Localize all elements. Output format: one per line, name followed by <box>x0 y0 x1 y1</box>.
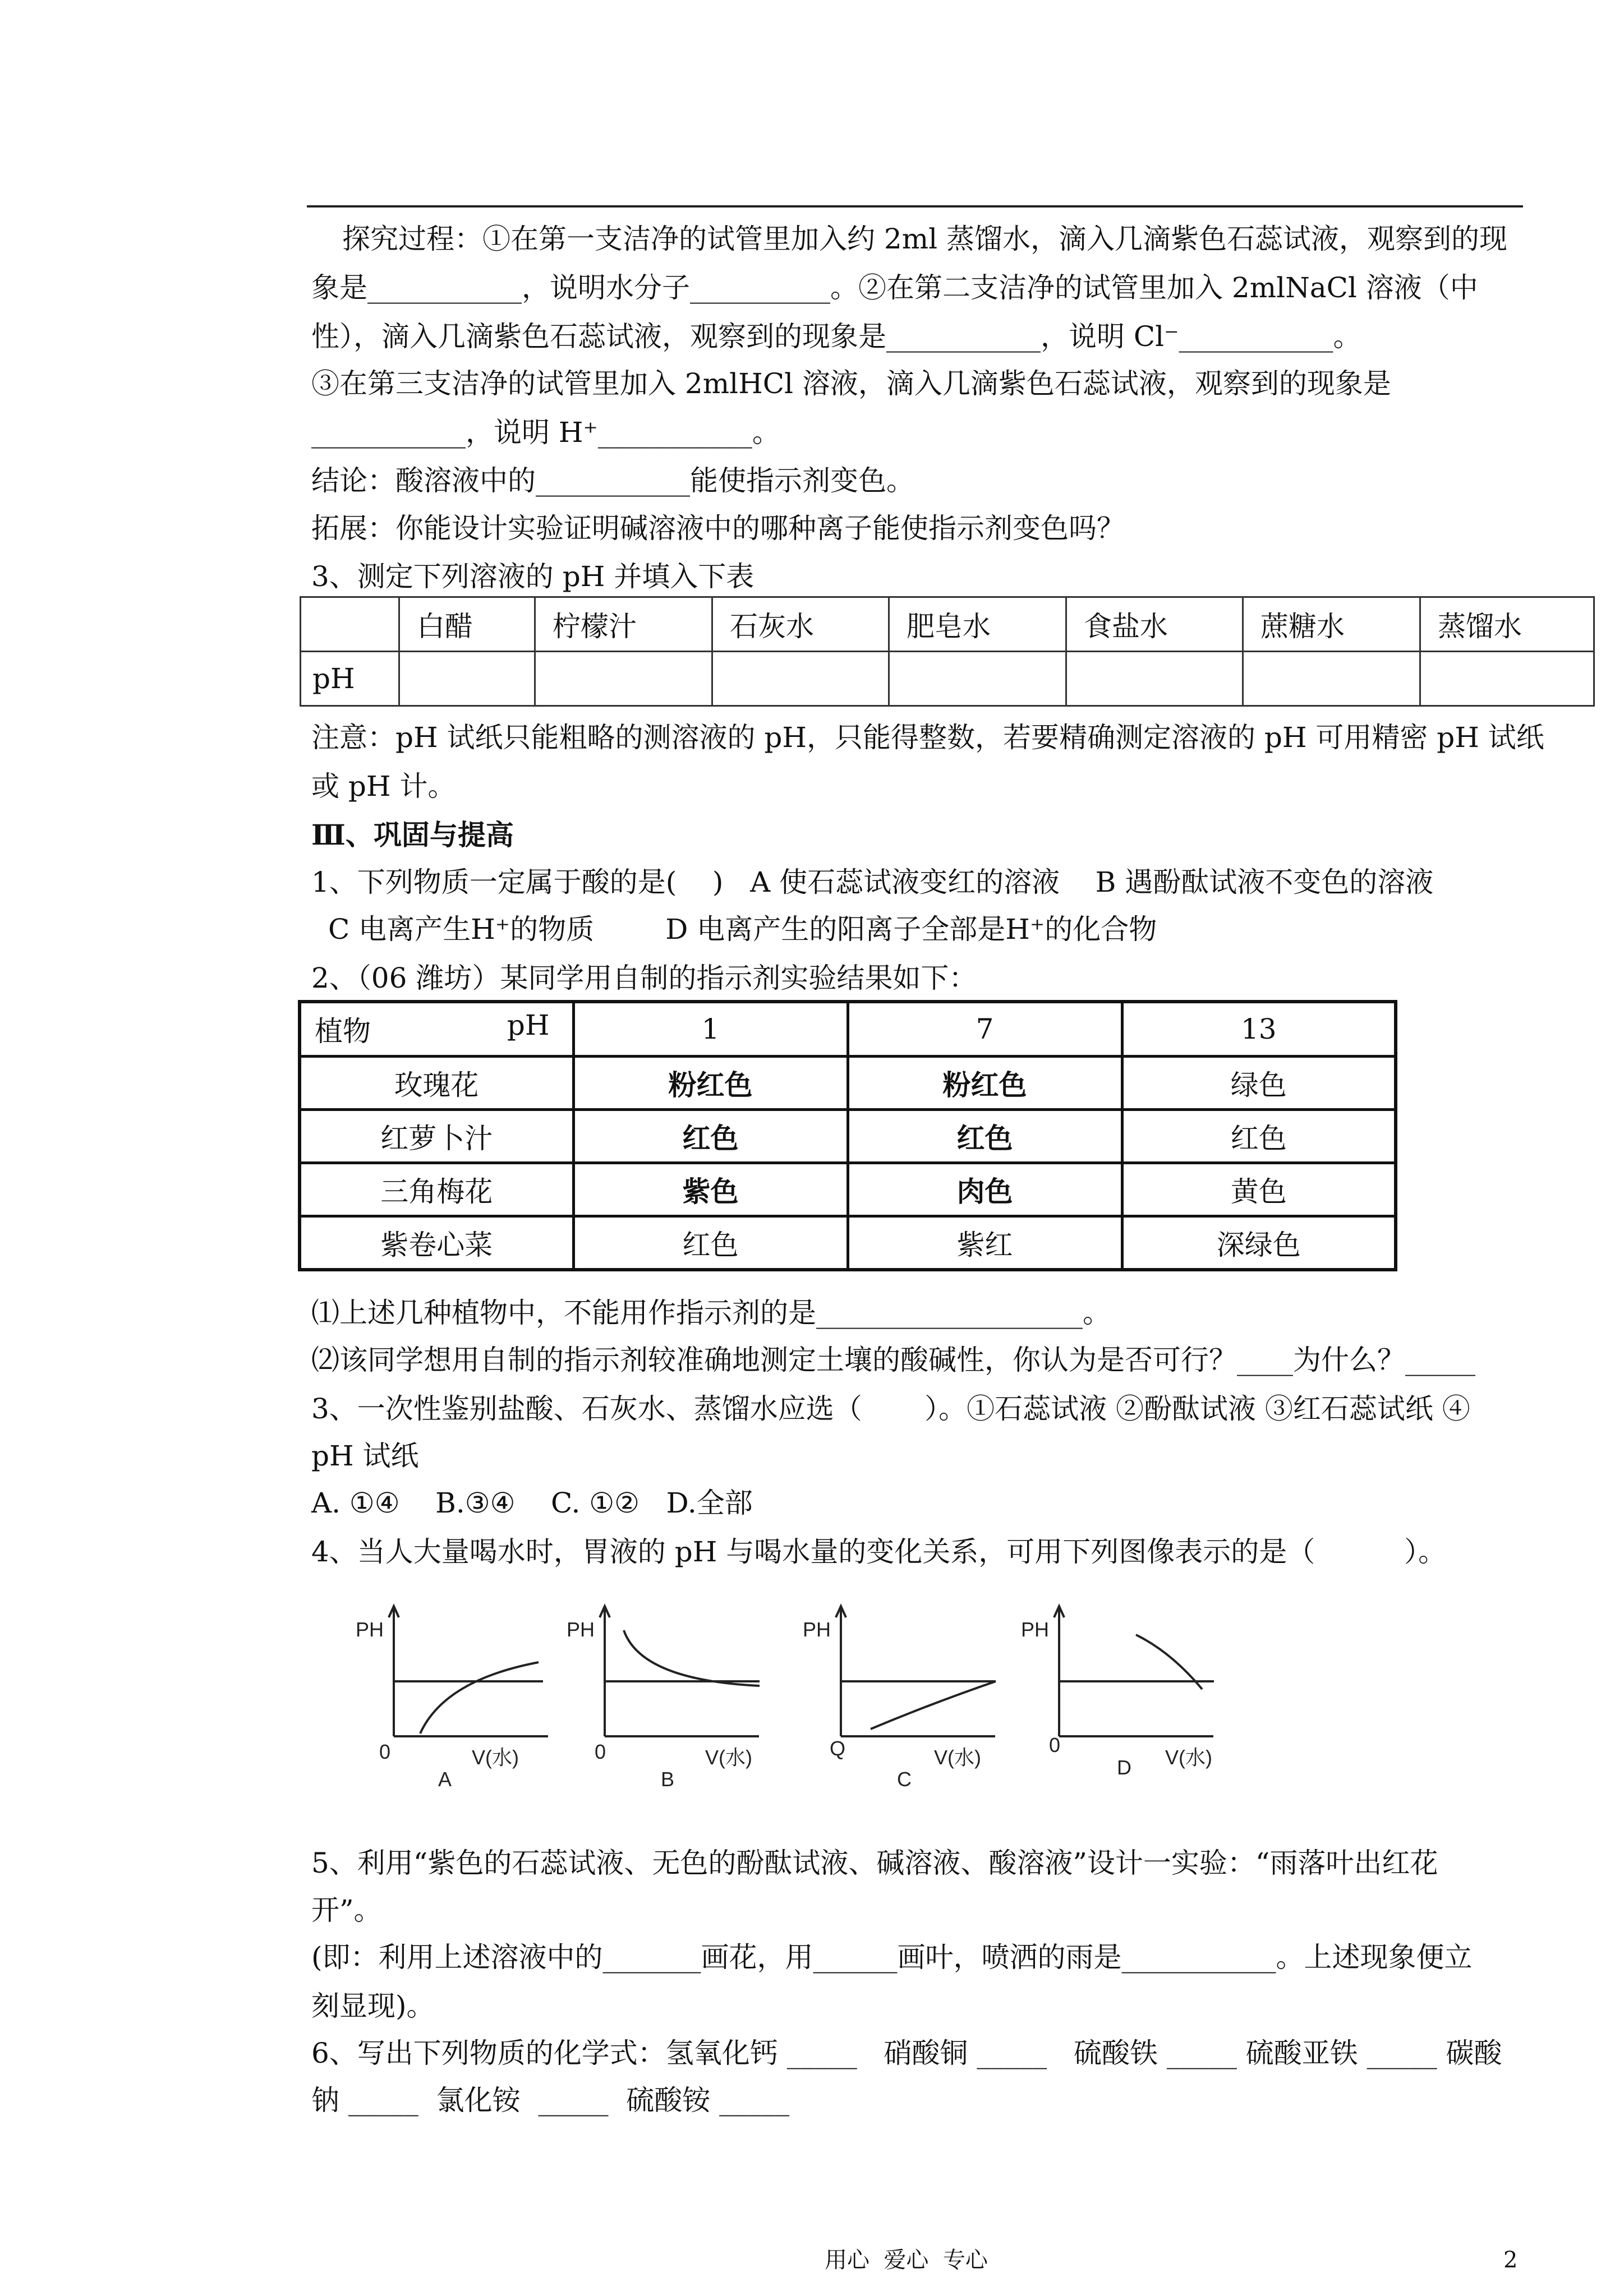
section-heading: Ⅲ、巩固与提高 <box>311 818 514 851</box>
color-cell: 绿色 <box>1122 1057 1396 1110</box>
plant-name: 三角梅花 <box>300 1163 573 1216</box>
y-axis-label: PH <box>803 1618 831 1641</box>
extension-line: 拓展：你能设计实验证明碱溶液中的哪种离子能使指示剂变色吗？ <box>311 512 1125 545</box>
question-2-sub-2: ⑵该同学想用自制的指示剂较准确地测定土壤的酸碱性，你认为是否可行？____为什么？_____ <box>311 1344 1475 1376</box>
ph-curve <box>871 1681 996 1729</box>
graph-letter: D <box>1117 1756 1131 1779</box>
column-header: 蔗糖水 <box>1243 597 1420 652</box>
indicator-results-table <box>298 1000 1397 1271</box>
ph-value-header: 7 <box>848 1002 1122 1057</box>
color-cell: 黄色 <box>1122 1163 1396 1216</box>
question-6-line-1: 6、写出下列物质的化学式：氢氧化钙 _____ 硝酸铜 _____ 硫酸铁 _____ 硫酸亚铁 _____ 碳酸 <box>311 2037 1502 2069</box>
graph-b <box>565 1596 779 1798</box>
table-row <box>301 652 1594 706</box>
color-cell: 红色 <box>573 1110 848 1163</box>
question-1-line-2: C 电离产生H⁺的物质 D 电离产生的阳离子全部是H⁺的化合物 <box>328 913 1157 946</box>
ph-curve <box>624 1630 760 1686</box>
column-header: 白醋 <box>399 597 535 652</box>
table-row <box>300 1163 1396 1216</box>
exploration-line-3: 性），滴入几滴紫色石蕊试液，观察到的现象是___________，说明 Cl⁻___________。 <box>311 320 1361 353</box>
x-axis-label: V(水) <box>1165 1746 1212 1769</box>
blank-cell <box>399 652 535 706</box>
blank-cell <box>1420 652 1594 706</box>
origin-label: 0 <box>379 1740 391 1763</box>
exploration-line-4: ③在第三支洁净的试管里加入 2mlHCl 溶液，滴入几滴紫色石蕊试液，观察到的现象是 <box>311 367 1391 400</box>
x-axis-label: V(水) <box>472 1746 519 1769</box>
column-header: 肥皂水 <box>889 597 1066 652</box>
color-cell: 红色 <box>573 1216 848 1270</box>
blank-cell <box>1066 652 1243 706</box>
question-3-line-1: 3、一次性鉴别盐酸、石灰水、蒸馏水应选（ ）。①石蕊试液 ②酚酞试液 ③红石蕊试纸 ④ <box>311 1393 1470 1425</box>
conclusion-line: 结论：酸溶液中的___________能使指示剂变色。 <box>311 464 914 497</box>
question-2-intro: 2、（06 潍坊）某同学用自制的指示剂实验结果如下： <box>311 962 977 994</box>
blank-cell <box>889 652 1066 706</box>
origin-label: Q <box>830 1737 846 1760</box>
footer-motto: 用心 爱心 专心 <box>825 2247 988 2273</box>
blank-cell <box>1243 652 1420 706</box>
question-4-stem: 4、当人大量喝水时，胃液的 pH 与喝水量的变化关系，可用下列图像表示的是（ ）。 <box>311 1536 1447 1568</box>
y-axis-label: PH <box>356 1618 384 1641</box>
question-2-sub-1: ⑴上述几种植物中，不能用作指示剂的是___________________。 <box>311 1297 1111 1329</box>
column-header: 食盐水 <box>1066 597 1243 652</box>
column-header: 蒸馏水 <box>1420 597 1594 652</box>
ph-value-header: 13 <box>1122 1002 1396 1057</box>
table-header-row <box>300 1002 1396 1057</box>
y-axis-label: PH <box>1021 1618 1050 1641</box>
question-5-line-1: 5、利用“紫色的石蕊试液、无色的酚酞试液、碱溶液、酸溶液”设计一实验：“雨落叶出红花 <box>311 1847 1438 1879</box>
page-number: 2 <box>1503 2247 1518 2273</box>
question-5-line-3: (即：利用上述溶液中的_______画花，用______画叶，喷洒的雨是___________。上述现象便立 <box>311 1941 1473 1974</box>
corner-ph-label: pH <box>507 1009 550 1041</box>
y-axis-label: PH <box>567 1618 595 1641</box>
question-3-line-2: pH 试纸 <box>311 1440 419 1472</box>
note-line-2: 或 pH 计。 <box>311 770 456 803</box>
header-rule <box>307 205 1523 208</box>
color-cell: 深绿色 <box>1122 1216 1396 1270</box>
graph-c <box>802 1596 1015 1798</box>
blank-cell <box>712 652 889 706</box>
graph-d <box>1020 1596 1233 1798</box>
origin-label: 0 <box>595 1740 606 1763</box>
graph-a <box>355 1596 568 1798</box>
plant-name: 红萝卜汁 <box>300 1110 573 1163</box>
table-corner-cell <box>300 1002 573 1057</box>
x-axis-label: V(水) <box>705 1746 752 1769</box>
note-line-1: 注意：pH 试纸只能粗略的测溶液的 pH，只能得整数，若要精确测定溶液的 pH 可用精密 pH 试纸 <box>311 721 1544 754</box>
ph-value-header: 1 <box>573 1002 848 1057</box>
question-1-line-1: 1、下列物质一定属于酸的是( ) A 使石蕊试液变红的溶液 B 遇酚酞试液不变色的溶液 <box>311 866 1434 898</box>
question-5-line-4: 刻显现)。 <box>311 1990 435 2022</box>
color-cell: 红色 <box>848 1110 1122 1163</box>
column-header: 石灰水 <box>712 597 889 652</box>
ph-task-title: 3、测定下列溶液的 pH 并填入下表 <box>311 560 755 593</box>
color-cell: 紫色 <box>573 1163 848 1216</box>
origin-label: 0 <box>1049 1733 1061 1756</box>
table-corner-cell <box>301 597 399 652</box>
corner-plant-label: 植物 <box>315 1015 371 1048</box>
graph-letter: C <box>897 1768 912 1791</box>
table-row <box>300 1057 1396 1110</box>
color-cell: 红色 <box>1122 1110 1396 1163</box>
blank-cell <box>535 652 712 706</box>
color-cell: 肉色 <box>848 1163 1122 1216</box>
graph-letter: B <box>661 1768 675 1791</box>
column-header: 柠檬汁 <box>535 597 712 652</box>
table-row <box>300 1216 1396 1270</box>
color-cell: 紫红 <box>848 1216 1122 1270</box>
ph-measurement-table <box>300 596 1595 707</box>
question-6-line-2: 钠 _____ 氯化铵 _____ 硫酸铵 _____ <box>311 2084 790 2117</box>
table-header-row <box>301 597 1594 652</box>
graph-letter: A <box>438 1768 452 1791</box>
plant-name: 紫卷心菜 <box>300 1216 573 1270</box>
question-5-line-2: 开”。 <box>311 1894 382 1926</box>
x-axis-label: V(水) <box>934 1746 981 1769</box>
exploration-line-2: 象是___________，说明水分子__________。②在第二支洁净的试管里加入 2mlNaCl 溶液（中 <box>311 271 1478 304</box>
exploration-line-1: 探究过程：①在第一支洁净的试管里加入约 2ml 蒸馏水，滴入几滴紫色石蕊试液，观察到的现 <box>342 223 1508 255</box>
ph-curve <box>420 1662 539 1733</box>
question-3-options: A. ①④ B.③④ C. ①② D.全部 <box>311 1487 753 1519</box>
color-cell: 粉红色 <box>848 1057 1122 1110</box>
color-cell: 粉红色 <box>573 1057 848 1110</box>
row-label: pH <box>301 652 399 706</box>
table-row <box>300 1110 1396 1163</box>
plant-name: 玫瑰花 <box>300 1057 573 1110</box>
exploration-line-5: ___________，说明 H⁺___________。 <box>311 416 780 449</box>
